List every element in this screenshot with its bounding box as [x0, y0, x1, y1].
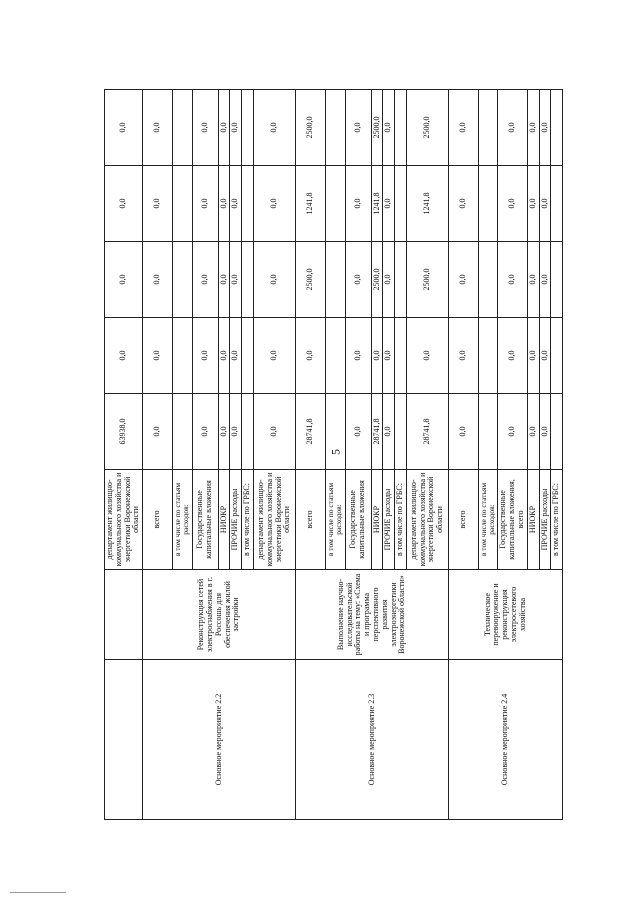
value-cell: 0,0 — [254, 90, 296, 166]
source-cell: ПРОЧИЕ расходы — [383, 470, 395, 570]
source-cell: всего — [448, 470, 478, 570]
value-cell: 0,0 — [498, 90, 527, 166]
event-name-cell: Выполнение научно-исследовательской работы на тему: «Схема и программа перспективного развития электроэнергетики Воронежской области» — [296, 570, 449, 660]
value-cell: 0,0 — [254, 242, 296, 318]
value-cell: 0,0 — [230, 90, 242, 166]
value-cell: 0,0 — [230, 318, 242, 394]
value-cell: 2500,0 — [371, 90, 383, 166]
source-cell: департамент жилищно-коммунального хозяйства и энергетики Воронежской области — [105, 470, 143, 570]
value-cell — [478, 90, 498, 166]
source-cell: всего — [143, 470, 173, 570]
budget-table — [104, 89, 563, 820]
value-cell: 0,0 — [254, 394, 296, 470]
value-cell: 0,0 — [539, 166, 551, 242]
source-cell: департамент жилищно-коммунального хозяйства и энергетики Воронежской области — [254, 470, 296, 570]
value-cell: 0,0 — [527, 242, 539, 318]
value-cell: 0,0 — [527, 90, 539, 166]
value-cell: 0,0 — [218, 90, 230, 166]
value-cell: 0,0 — [143, 242, 173, 318]
value-cell: 0,0 — [192, 166, 218, 242]
value-cell: 0,0 — [254, 166, 296, 242]
value-cell: 2500,0 — [406, 90, 448, 166]
value-cell — [551, 90, 563, 166]
value-cell: 2500,0 — [406, 242, 448, 318]
value-cell: 0,0 — [448, 242, 478, 318]
value-cell: 0,0 — [527, 166, 539, 242]
value-cell: 0,0 — [527, 318, 539, 394]
event-cell: Основное мероприятие 2.4 — [448, 660, 562, 820]
source-cell: НИОКР — [371, 470, 383, 570]
value-cell: 1241,8 — [371, 166, 383, 242]
value-cell — [326, 242, 346, 318]
value-cell — [478, 318, 498, 394]
value-cell: 0,0 — [383, 166, 395, 242]
page-number: 5 — [328, 449, 343, 455]
table-row — [143, 90, 173, 820]
footer-rule — [10, 892, 66, 893]
value-cell — [242, 394, 254, 470]
value-cell — [173, 242, 193, 318]
value-cell: 0,0 — [105, 90, 143, 166]
event-name-cell — [105, 570, 143, 660]
table-row — [296, 90, 326, 820]
value-cell — [478, 394, 498, 470]
table-body — [105, 90, 563, 820]
value-cell: 0,0 — [406, 318, 448, 394]
value-cell: 0,0 — [448, 90, 478, 166]
event-cell: Основное мероприятие 2.2 — [143, 660, 296, 820]
value-cell — [478, 242, 498, 318]
value-cell: 0,0 — [230, 394, 242, 470]
source-cell: НИОКР — [218, 470, 230, 570]
value-cell: 0,0 — [230, 166, 242, 242]
value-cell: 0,0 — [448, 166, 478, 242]
source-cell: в том числе по ГРБС: — [242, 470, 254, 570]
value-cell — [395, 90, 407, 166]
value-cell — [551, 394, 563, 470]
value-cell — [395, 394, 407, 470]
source-cell: ПРОЧИЕ расходы — [539, 470, 551, 570]
value-cell: 0,0 — [498, 394, 527, 470]
value-cell: 0,0 — [498, 166, 527, 242]
value-cell: 0,0 — [539, 394, 551, 470]
value-cell: 0,0 — [498, 242, 527, 318]
source-cell: в том числе по статьям расходов: — [326, 470, 346, 570]
value-cell: 0,0 — [498, 318, 527, 394]
value-cell: 0,0 — [143, 166, 173, 242]
value-cell: 0,0 — [143, 90, 173, 166]
value-cell: 1241,8 — [406, 166, 448, 242]
value-cell — [242, 242, 254, 318]
value-cell — [326, 166, 346, 242]
value-cell: 0,0 — [345, 242, 371, 318]
source-cell: Государственные капитальные вложения — [345, 470, 371, 570]
value-cell: 0,0 — [218, 242, 230, 318]
value-cell — [326, 394, 346, 470]
source-cell: в том числе по ГРБС: — [395, 470, 407, 570]
value-cell: 0,0 — [192, 318, 218, 394]
value-cell: 0,0 — [383, 90, 395, 166]
value-cell — [173, 394, 193, 470]
value-cell: 0,0 — [192, 394, 218, 470]
value-cell: 0,0 — [192, 242, 218, 318]
value-cell: 63938,0 — [105, 394, 143, 470]
value-cell: 0,0 — [383, 318, 395, 394]
value-cell — [173, 318, 193, 394]
value-cell: 0,0 — [143, 394, 173, 470]
value-cell: 0,0 — [192, 90, 218, 166]
event-cell — [105, 660, 143, 820]
value-cell — [551, 242, 563, 318]
value-cell — [242, 318, 254, 394]
source-cell: Государственные капитальные вложения — [192, 470, 218, 570]
value-cell: 0,0 — [345, 90, 371, 166]
value-cell: 0,0 — [371, 318, 383, 394]
value-cell: 0,0 — [539, 318, 551, 394]
value-cell: 28741,8 — [406, 394, 448, 470]
value-cell: 2500,0 — [371, 242, 383, 318]
value-cell: 0,0 — [218, 318, 230, 394]
source-cell: всего — [296, 470, 326, 570]
value-cell: 0,0 — [448, 318, 478, 394]
value-cell: 0,0 — [105, 166, 143, 242]
value-cell — [173, 166, 193, 242]
source-cell: в том числе по статьям расходов: — [173, 470, 193, 570]
value-cell: 0,0 — [105, 242, 143, 318]
value-cell: 28741,8 — [296, 394, 326, 470]
value-cell: 0,0 — [383, 242, 395, 318]
value-cell: 0,0 — [218, 394, 230, 470]
rotated-table-container — [104, 90, 561, 820]
value-cell: 0,0 — [296, 318, 326, 394]
event-name-cell: Техническое перевооружение и реконструкция электросетевого хозяйства — [448, 570, 562, 660]
value-cell: 0,0 — [105, 318, 143, 394]
value-cell: 0,0 — [218, 166, 230, 242]
value-cell: 0,0 — [143, 318, 173, 394]
value-cell: 0,0 — [345, 166, 371, 242]
value-cell: 0,0 — [539, 242, 551, 318]
value-cell — [173, 90, 193, 166]
value-cell: 0,0 — [383, 394, 395, 470]
value-cell: 1241,8 — [296, 166, 326, 242]
source-cell: НИОКР — [527, 470, 539, 570]
value-cell — [478, 166, 498, 242]
rotated-table-area — [104, 90, 561, 820]
value-cell: 0,0 — [527, 394, 539, 470]
source-cell: в том числе по статьям расходов: — [478, 470, 498, 570]
table-row — [105, 90, 143, 820]
value-cell — [326, 318, 346, 394]
value-cell — [242, 166, 254, 242]
value-cell: 0,0 — [539, 90, 551, 166]
table-row — [448, 90, 478, 820]
value-cell: 0,0 — [345, 394, 371, 470]
source-cell: в том числе по ГРБС: — [551, 470, 563, 570]
value-cell: 2500,0 — [296, 90, 326, 166]
event-cell: Основное мероприятие 2.3 — [296, 660, 449, 820]
value-cell — [395, 242, 407, 318]
value-cell — [242, 90, 254, 166]
value-cell: 28741,8 — [371, 394, 383, 470]
value-cell — [395, 318, 407, 394]
value-cell: 0,0 — [254, 318, 296, 394]
value-cell: 0,0 — [230, 242, 242, 318]
source-cell: ПРОЧИЕ расходы — [230, 470, 242, 570]
value-cell — [395, 166, 407, 242]
value-cell — [326, 90, 346, 166]
value-cell: 0,0 — [448, 394, 478, 470]
value-cell: 2500,0 — [296, 242, 326, 318]
value-cell: 0,0 — [345, 318, 371, 394]
source-cell: департамент жилищно-коммунального хозяйства и энергетики Воронежской области — [406, 470, 448, 570]
value-cell — [551, 166, 563, 242]
event-name-cell: Реконструкция сетей электроснабжения в г. Россошь для обеспечения жилой застройки — [143, 570, 296, 660]
source-cell: Государственные капитальные вложения, всего — [498, 470, 527, 570]
value-cell — [551, 318, 563, 394]
